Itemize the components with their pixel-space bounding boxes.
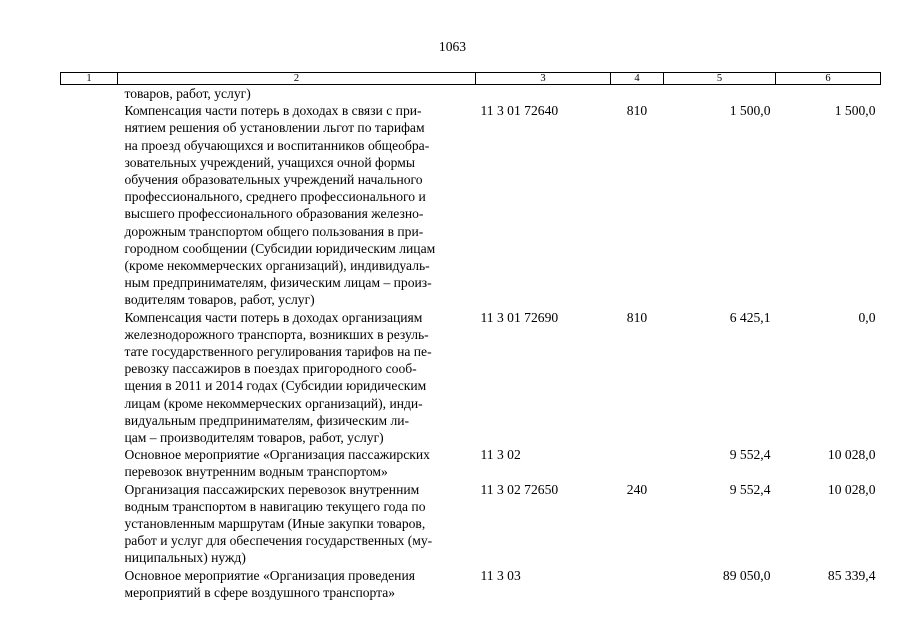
cell-amount-col5: 9 552,4 bbox=[729, 447, 771, 463]
cell-code: 11 3 01 72640 bbox=[480, 103, 559, 119]
cell-col-1 bbox=[61, 309, 118, 447]
cell-expense-type bbox=[611, 85, 664, 103]
header-row bbox=[61, 73, 881, 85]
cell-amount-col6: 1 500,0 bbox=[834, 103, 876, 119]
header-col-1: 1 bbox=[61, 73, 118, 85]
cell-amount-col5: 6 425,1 bbox=[729, 309, 771, 325]
description-line: Компенсация части потерь в доходах в связи с при- bbox=[124, 103, 422, 119]
description-line: ниципальных) нужд) bbox=[124, 550, 246, 566]
description-line: цам – производителям товаров, работ, услуг) bbox=[124, 430, 384, 446]
description-line: Организация пассажирских перевозок внутренним bbox=[124, 481, 420, 497]
description-line: лицам (кроме некоммерческих организаций), инди- bbox=[124, 395, 423, 411]
header-col-5: 5 bbox=[664, 73, 776, 85]
description-line: установленным маршрутам (Иные закупки товаров, bbox=[124, 516, 426, 532]
description-line: Компенсация части потерь в доходах организациям bbox=[124, 309, 423, 325]
cell-col-1 bbox=[61, 446, 118, 480]
cell-amount-col6 bbox=[776, 85, 881, 103]
table-row bbox=[61, 481, 881, 567]
cell-expense-type: 810 bbox=[626, 309, 648, 325]
description-line: Основное мероприятие «Организация пассажирских bbox=[124, 447, 430, 463]
cell-description bbox=[118, 567, 476, 601]
description-line: тате государственного регулирования тарифов на пе- bbox=[124, 344, 432, 360]
cell-col-1 bbox=[61, 481, 118, 567]
description-line: работ и услуг для обеспечения государственных (му- bbox=[124, 533, 433, 549]
cell-amount-col6: 10 028,0 bbox=[827, 447, 876, 463]
description-line: ным предпринимателям, физическим лицам – произ- bbox=[124, 275, 432, 291]
cell-description bbox=[118, 446, 476, 480]
table-row bbox=[61, 102, 881, 308]
description-line: дорожным транспортом общего пользования в при- bbox=[124, 223, 424, 239]
header-col-2: 2 bbox=[118, 73, 476, 85]
description-line: видуальным предпринимателям, физическим ли- bbox=[124, 412, 410, 428]
budget-table bbox=[60, 72, 881, 601]
cell-description bbox=[118, 85, 476, 103]
table-row bbox=[61, 567, 881, 601]
cell-amount-col5: 89 050,0 bbox=[722, 567, 771, 583]
header-col-6: 6 bbox=[776, 73, 881, 85]
cell-amount-col6: 10 028,0 bbox=[827, 481, 876, 497]
cell-description bbox=[118, 102, 476, 308]
description-line: городном сообщении (Субсидии юридическим лицам bbox=[124, 240, 436, 256]
table-row bbox=[61, 85, 881, 103]
description-line: товаров, работ, услуг) bbox=[124, 86, 251, 101]
cell-code: 11 3 02 72650 bbox=[480, 481, 559, 497]
table-body bbox=[61, 85, 881, 602]
header-col-4: 4 bbox=[611, 73, 664, 85]
header-col-3: 3 bbox=[476, 73, 611, 85]
cell-code: 11 3 01 72690 bbox=[480, 309, 559, 325]
description-line: водителям товаров, работ, услуг) bbox=[124, 292, 315, 308]
description-line: водным транспортом в навигацию текущего года по bbox=[124, 498, 426, 514]
description-line: щения в 2011 и 2014 годах (Субсидии юридическим bbox=[124, 378, 427, 394]
description-line: на проезд обучающихся и воспитанников общеобра- bbox=[124, 137, 430, 153]
description-line: нятием решения об установлении льгот по тарифам bbox=[124, 120, 425, 136]
cell-amount-col6: 85 339,4 bbox=[827, 567, 876, 583]
description-line: высшего профессионального образования железно- bbox=[124, 206, 424, 222]
cell-description bbox=[118, 481, 476, 567]
cell-amount-col5: 1 500,0 bbox=[729, 103, 771, 119]
description-line: мероприятий в сфере воздушного транспорта» bbox=[124, 584, 396, 600]
cell-col-1 bbox=[61, 102, 118, 308]
table-header bbox=[61, 73, 881, 85]
description-line: зовательных учреждений, учащихся очной формы bbox=[124, 154, 415, 170]
description-line: Основное мероприятие «Организация проведения bbox=[124, 567, 415, 583]
cell-expense-type: 810 bbox=[626, 103, 648, 119]
cell-code bbox=[476, 85, 611, 103]
description-line: железнодорожного транспорта, возникших в резуль- bbox=[124, 326, 429, 342]
table-row bbox=[61, 309, 881, 447]
description-line: профессионального, среднего профессионального и bbox=[124, 189, 426, 205]
cell-code: 11 3 03 bbox=[480, 567, 521, 583]
cell-code: 11 3 02 bbox=[480, 447, 521, 463]
cell-expense-type bbox=[611, 567, 664, 601]
description-line: ревозку пассажиров в поездах пригородного сооб- bbox=[124, 361, 417, 377]
table-row bbox=[61, 446, 881, 480]
description-line: перевозок внутренним водным транспортом» bbox=[124, 464, 388, 480]
cell-amount-col5 bbox=[664, 85, 776, 103]
cell-description bbox=[118, 309, 476, 447]
cell-expense-type bbox=[611, 446, 664, 480]
page-number: 1063 bbox=[438, 39, 467, 54]
cell-amount-col5: 9 552,4 bbox=[729, 481, 771, 497]
cell-amount-col6: 0,0 bbox=[858, 309, 876, 325]
cell-expense-type: 240 bbox=[626, 481, 648, 497]
description-line: обучения образовательных учреждений начального bbox=[124, 172, 423, 188]
cell-col-1 bbox=[61, 567, 118, 601]
cell-col-1 bbox=[61, 85, 118, 103]
description-line: (кроме некоммерческих организаций), индивидуаль- bbox=[124, 258, 430, 274]
